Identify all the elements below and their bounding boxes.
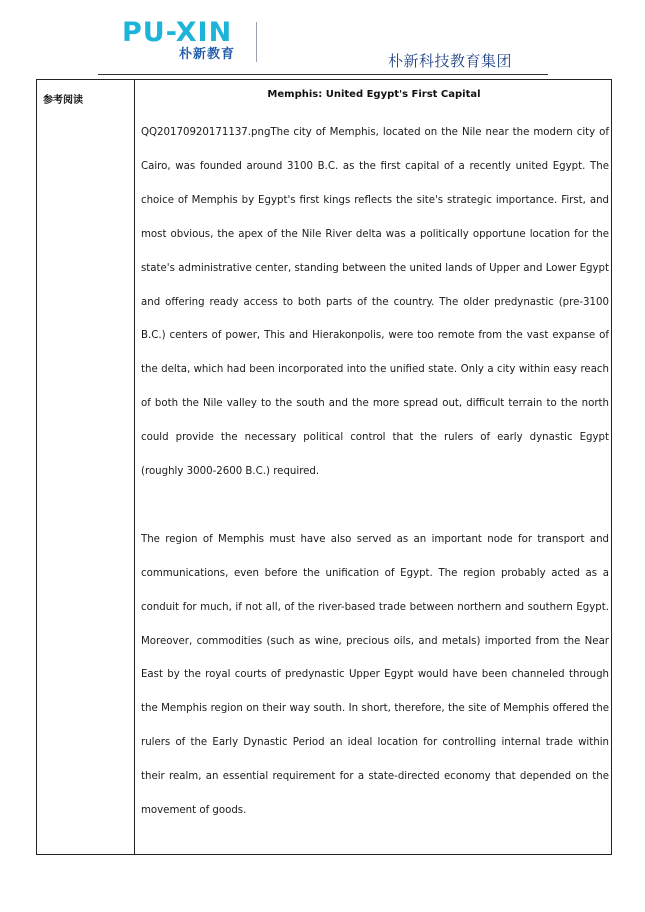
paragraph: QQ20170920171137.pngThe city of Memphis, located on the Nile near the modern city of Cairo, was founded around 3100 B.C. as the first capital of a recently united Egypt. The choice of Memphis by Egypt's first kings reflects the site's strategic importance. First, and most obvious, the apex of the Nile River delta was a politically opportune location for the state's administrative center, standing between the united lands of Upper and Lower Egypt and offering ready access to both parts of the country. The older predynastic (pre-3100 B.C.) centers of power, This and Hierakonpolis, were too remote from the vast expanse of the delta, which had been incorporated into the unified state. Only a city within easy reach of both the Nile valley to the south and the more spread out, difficult terrain to the north could provide the necessary political control that the rulers of early dynastic Egypt (roughly 3000-2600 B.C.) required. [141, 127, 609, 478]
page-header [0, 0, 645, 80]
logo-wordmark: PU-XIN [122, 17, 233, 48]
article-title: Memphis: United Egypt's First Capital [267, 89, 481, 100]
paragraph-gap [141, 489, 609, 523]
logo-divider [256, 22, 257, 62]
column-divider [134, 80, 135, 854]
reading-table [36, 79, 612, 855]
company-name: 朴新科技教育集团 [388, 52, 513, 70]
paragraph: The region of Memphis must have also served as an important node for transport and communications, even before the unification of Egypt. The region probably acted as a conduit for much, if not all, of the river-based trade between northern and southern Egypt. Moreover, commodities (such as wine, precious oils, and metals) imported from the Near East by the royal courts of predynastic Upper Egypt would have been channeled through the Memphis region on their way south. In short, therefore, the site of Memphis offered the rulers of the Early Dynastic Period an ideal location for controlling internal trade within their realm, an essential requirement for a state-directed economy that depended on the movement of goods. [141, 533, 609, 817]
logo-subtext: 朴新教育 [179, 47, 236, 62]
header-rule [98, 74, 548, 75]
article-body [141, 116, 609, 828]
section-label: 参考阅读 [43, 95, 83, 106]
puxin-logo [122, 18, 272, 66]
